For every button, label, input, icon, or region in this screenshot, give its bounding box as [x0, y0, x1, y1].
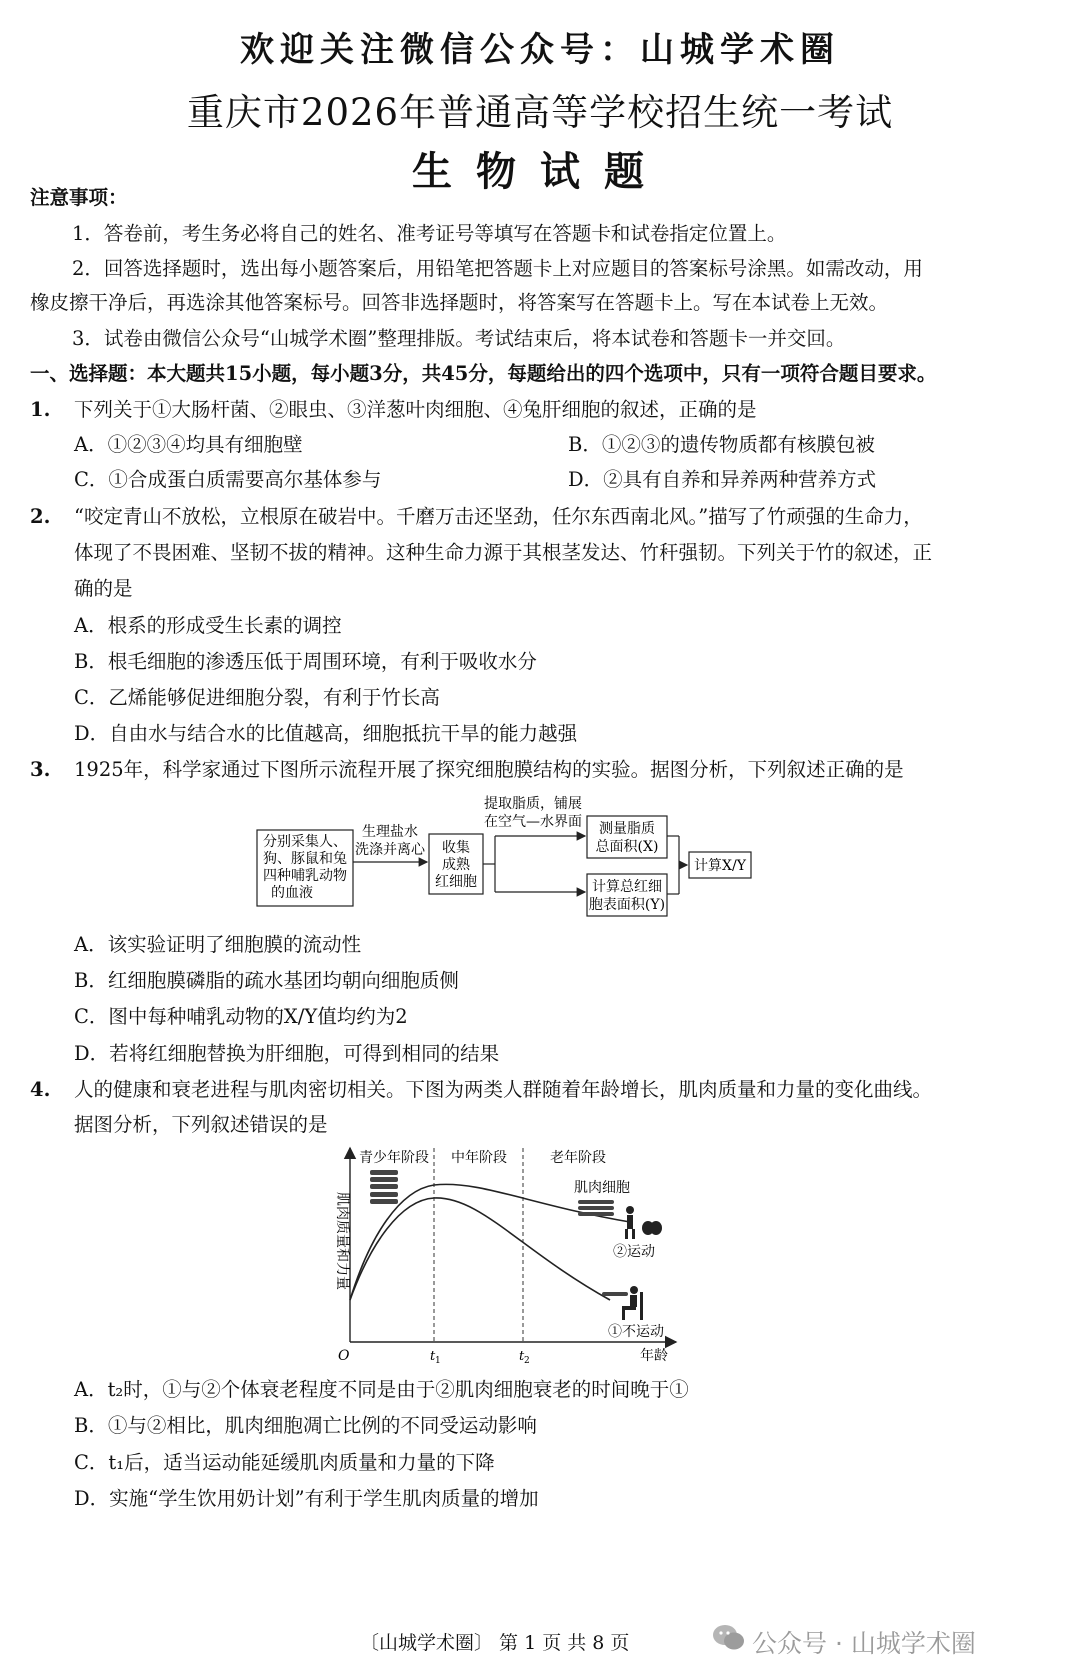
question-3-number: 3. — [30, 758, 51, 781]
question-4-option-c: C．t₁后，适当运动能延缓肌肉质量和力量的下降 — [74, 1451, 495, 1474]
flow-box2-line: 收集 — [442, 840, 470, 856]
flow-box4-line: 胞表面积(Y) — [588, 897, 666, 913]
flow-box3-line: 总面积(X) — [595, 839, 659, 855]
muscle-fiber-icon — [370, 1170, 398, 1204]
origin-label: O — [338, 1348, 350, 1364]
subject-title: 生物试题 — [412, 148, 668, 195]
question-1-option-d: D．②具有自养和异养两种营养方式 — [568, 468, 877, 491]
question-2-option-b: B．根毛细胞的渗透压低于周围环境，有利于吸收水分 — [74, 650, 537, 673]
notice-item-1: 1．答卷前，考生务必将自己的姓名、准考证号等填写在答题卡和试卷指定位置上。 — [72, 222, 787, 245]
notice-item-2-line-1: 2．回答选择题时，选出每小题答案后，用铅笔把答题卡上对应题目的答案标号涂黑。如需改动，用 — [72, 257, 923, 280]
y-axis-label: 肌肉质量和力量 — [334, 1192, 350, 1290]
question-2-option-c: C．乙烯能够促进细胞分裂，有利于竹长高 — [74, 686, 440, 709]
flow-box4-line: 计算总红细 — [592, 879, 662, 895]
flow-arrow2-label: 在空气—水界面 — [484, 814, 582, 830]
question-2-number: 2. — [30, 505, 51, 528]
stage-1-label: 青少年阶段 — [359, 1150, 429, 1166]
question-4-option-b: B．①与②相比，肌肉细胞凋亡比例的不同受运动影响 — [74, 1414, 537, 1437]
notice-heading: 注意事项： — [30, 186, 128, 209]
flow-arrow2-label: 提取脂质，铺展 — [484, 796, 582, 812]
flow-box1-line: 分别采集人、 — [263, 834, 347, 850]
question-2-stem-line-1: “咬定青山不放松，立根原在破岩中。千磨万击还坚劲，任尔东西南北风。”描写了竹顽强的生命力， — [74, 505, 923, 528]
page-footer: 〔山城学术圈〕 第 1 页 共 8 页 — [360, 1632, 630, 1654]
flow-arrow1-label: 生理盐水 — [362, 824, 418, 840]
question-3-option-d: D．若将红细胞替换为肝细胞，可得到相同的结果 — [74, 1042, 500, 1065]
muscle-cell-label: 肌肉细胞 — [574, 1180, 630, 1196]
flow-box1-line: 四种哺乳动物 — [263, 868, 347, 884]
question-4-stem-line-2: 据图分析，下列叙述错误的是 — [74, 1113, 328, 1136]
wechat-banner: 欢迎关注微信公众号：山城学术圈 — [240, 30, 840, 70]
question-4-number: 4. — [30, 1078, 51, 1101]
stage-3-label: 老年阶段 — [550, 1150, 606, 1166]
flow-box2-line: 成熟 — [442, 857, 470, 873]
question-3-option-b: B．红细胞膜磷脂的疏水基团均朝向细胞质侧 — [74, 969, 459, 992]
flow-box5-text: 计算X/Y — [694, 858, 746, 874]
question-2-option-d: D．自由水与结合水的比值越高，细胞抵抗干旱的能力越强 — [74, 722, 578, 745]
question-2-stem-line-3: 确的是 — [74, 577, 133, 600]
question-2-option-a: A．根系的形成受生长素的调控 — [74, 614, 342, 637]
t1-tick-label: t — [430, 1349, 436, 1364]
question-3-stem: 1925年，科学家通过下图所示流程开展了探究细胞膜结构的实验。据图分析，下列叙述正确的是 — [74, 758, 904, 781]
wechat-logo-icon — [712, 1623, 746, 1653]
flow-box3-line: 测量脂质 — [599, 821, 655, 837]
question-3-option-a: A．该实验证明了细胞膜的流动性 — [74, 933, 362, 956]
question-1-option-a: A．①②③④均具有细胞壁 — [74, 433, 303, 456]
question-4-option-a: A．t₂时，①与②个体衰老程度不同是由于②肌肉细胞衰老的时间晚于① — [74, 1378, 689, 1401]
person-exercising-icon — [625, 1206, 662, 1239]
section-heading: 一、选择题：本大题共15小题，每小题3分，共45分，每题给出的四个选项中，只有一项符合题目要求。 — [30, 362, 937, 385]
question-4-option-d: D．实施“学生饮用奶计划”有利于学生肌肉质量的增加 — [74, 1487, 539, 1510]
q3-flow-diagram — [255, 790, 755, 920]
question-1-stem: 下列关于①大肠杆菌、②眼虫、③洋葱叶肉细胞、④兔肝细胞的叙述，正确的是 — [74, 398, 757, 421]
watermark-text: 公众号 · 山城学术圈 — [752, 1629, 976, 1658]
question-2-stem-line-2: 体现了不畏困难、坚韧不拔的精神。这种生命力源于其根茎发达、竹秆强韧。下列关于竹的叙述，正 — [74, 541, 933, 564]
curve-1-label: ①不运动 — [608, 1324, 664, 1340]
person-sitting-icon — [622, 1286, 643, 1320]
muscle-fiber-icon — [578, 1200, 614, 1216]
t1-tick-subscript: 1 — [435, 1356, 441, 1366]
x-axis-label: 年龄 — [640, 1348, 668, 1364]
flow-box1-line: 的血液 — [271, 885, 313, 901]
t2-tick-label: t — [519, 1349, 525, 1364]
question-3-option-c: C．图中每种哺乳动物的X/Y值均约为2 — [74, 1005, 408, 1028]
question-1-option-b: B．①②③的遗传物质都有核膜包被 — [568, 433, 875, 456]
flow-arrow1-label: 洗涤并离心 — [355, 842, 425, 858]
curve-1-no-exercise — [350, 1198, 610, 1300]
curve-2-label: ②运动 — [613, 1244, 655, 1260]
notice-item-3: 3．试卷由微信公众号“山城学术圈”整理排版。考试结束后，将本试卷和答题卡一并交回。 — [72, 327, 846, 350]
question-1-option-c: C．①合成蛋白质需要高尔基体参与 — [74, 468, 382, 491]
t2-tick-subscript: 2 — [524, 1356, 530, 1366]
exam-title: 重庆市2026年普通高等学校招生统一考试 — [186, 91, 894, 134]
question-1-number: 1. — [30, 398, 51, 421]
stage-2-label: 中年阶段 — [451, 1150, 507, 1166]
question-4-stem-line-1: 人的健康和衰老进程与肌肉密切相关。下图为两类人群随着年龄增长，肌肉质量和力量的变化曲线。 — [74, 1078, 933, 1101]
flow-box1-line: 狗、豚鼠和兔 — [263, 851, 347, 867]
q4-muscle-chart — [330, 1140, 710, 1370]
muscle-fiber-icon — [602, 1292, 628, 1296]
notice-item-2-line-2: 橡皮擦干净后，再选涂其他答案标号。回答非选择题时，将答案写在答题卡上。写在本试卷上无效。 — [30, 291, 889, 314]
flow-box2-line: 红细胞 — [435, 874, 477, 890]
